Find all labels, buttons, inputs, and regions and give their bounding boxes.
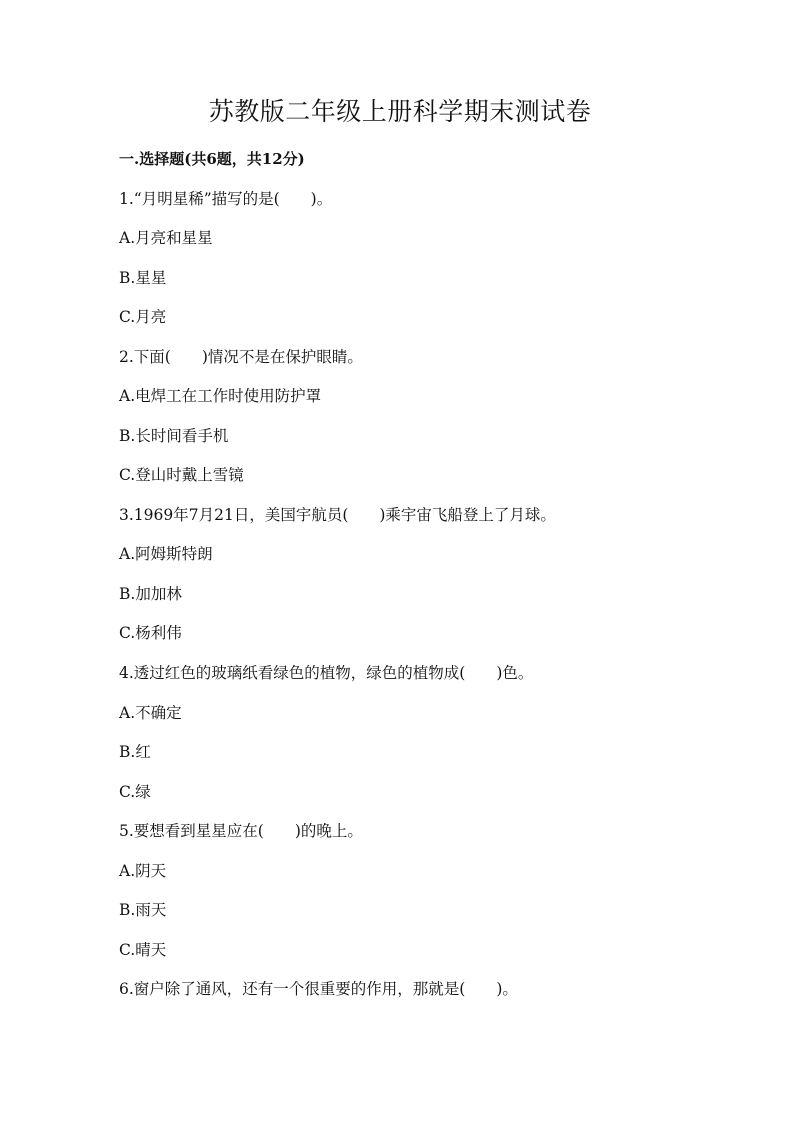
- question-5-option-a: A.阴天: [119, 862, 167, 880]
- question-3-option-b: B.加加林: [119, 585, 182, 603]
- question-2-stem: 2.下面( )情况不是在保护眼睛。: [119, 348, 363, 366]
- question-4-option-a: A.不确定: [119, 704, 182, 722]
- section-heading: 一.选择题(共6题，共12分): [119, 150, 305, 168]
- question-1-option-b: B.星星: [119, 269, 167, 287]
- question-4-stem: 4.透过红色的玻璃纸看绿色的植物，绿色的植物成( )色。: [119, 664, 534, 682]
- question-3-option-c: C.杨利伟: [119, 624, 182, 642]
- question-5-option-c: C.晴天: [119, 941, 167, 959]
- question-4-option-c: C.绿: [119, 783, 151, 801]
- question-3-option-a: A.阿姆斯特朗: [119, 545, 213, 563]
- question-2-option-c: C.登山时戴上雪镜: [119, 466, 244, 484]
- question-3-stem: 3.1969年7月21日，美国宇航员( )乘宇宙飞船登上了月球。: [119, 506, 556, 524]
- question-1-stem: 1.“月明星稀”描写的是( )。: [119, 190, 333, 208]
- exam-title: 苏教版二年级上册科学期末测试卷: [208, 97, 592, 126]
- question-1-option-a: A.月亮和星星: [119, 229, 213, 247]
- question-2-option-a: A.电焊工在工作时使用防护罩: [119, 387, 322, 405]
- question-1-option-c: C.月亮: [119, 308, 167, 326]
- question-4-option-b: B.红: [119, 743, 151, 761]
- question-5-option-b: B.雨天: [119, 901, 167, 919]
- question-2-option-b: B.长时间看手机: [119, 427, 229, 445]
- question-5-stem: 5.要想看到星星应在( )的晚上。: [119, 822, 363, 840]
- question-6-stem: 6.窗户除了通风，还有一个很重要的作用，那就是( )。: [119, 980, 518, 998]
